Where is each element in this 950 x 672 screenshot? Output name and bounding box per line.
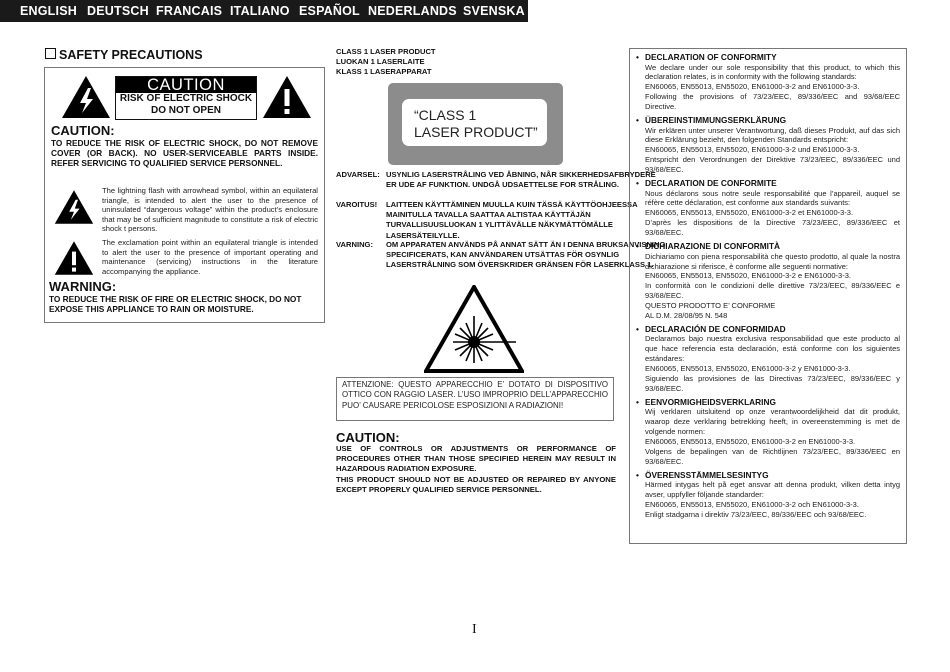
caution-label-box (115, 76, 257, 120)
declaration-german: • ÜBEREINSTIMMUNGSERKLÄRUNG Wir erklären unter unserer Verantwortung, daß dieses Produkt, auf das sich diese Erklärung bezieht, den folgenden Standards entspricht: EN60065, EN55013, EN55020, EN61000-3-2 und EN61000-3-3. Entspricht den Verordnungen der Direktive 73/23/EEC, 89/336/EEC und 93/68/EEC. (636, 115, 900, 175)
declaration-english: • DECLARATION OF CONFORMITY We declare under our sole responsibility that this product, to which this declaration relates, is in conformity with the following standards: EN60065, EN55013, EN55020, EN61000-3-2 and EN61000-3-3. Following the provisions of 73/23/EEC, 89/336/EEC and 93/68/EEC Directive. (636, 52, 900, 112)
laser-warning-varning: VARNING: OM APPARATEN ANVÄNDS PÅ ANNAT SÄTT ÄN I DENNA BRUKSANVISNING SPECIFICERATS, KAN ANVÄNDAREN UTSÄTTAS FÖR OSYNLIG LASERSTRÅLNING SOM ÖVERSKRIDER GRÄNSEN FÖR LASERKLASS 1. (336, 240, 666, 270)
lightning-symbol-description: The lightning flash with arrowhead symbol, within an equilateral triangle, is intended to alert the user to the presence of uninsulated “dangerous voltage” within the product’s enclosure that may be of sufficient magnitude to constitute a risk of electric shock t persons. (102, 186, 318, 234)
lang-deutsch: DEUTSCH (87, 4, 149, 18)
class-1-laser-product-label (388, 83, 563, 165)
declaration-french: • DECLARATION DE CONFORMITE Nous déclarons sous notre seule responsabilité que l’appareil, auquel se réfère cette déclaration, est conforme aux standards suivants: EN60065, EN55013, EN55020, EN61000-3-2 et EN61000-3-3. D’après les dispositions de la Directive 73/23/EEC, 89/336/EEC et 93/68/EEC. (636, 178, 900, 238)
lightning-warning-icon (54, 189, 94, 225)
declaration-italian: • DICHIARAZIONE DI CONFORMITÀ Dichiariamo con piena responsabilità che questo prodotto, al quale la nostra dichiarazione si riferisce, è conforme alle seguenti normative: EN60065, EN55013, EN55020, EN61000-3-2 e EN61000-3-3. In conformità con le condizioni delle direttive 73/23/EEC, 89/336/EEC e 93/68/EEC. QUESTO PRODOTTO E’ CONFORME AL D.M. 28/08/95 N. 548 (636, 241, 900, 321)
warning-heading: WARNING: (49, 279, 117, 294)
caution-text: TO REDUCE THE RISK OF ELECTRIC SHOCK, DO NOT REMOVE COVER (OR BACK). NO USER-SERVICEABLE PARTS INSIDE. REFER SERVICING TO QUALIFIED SERVICE PERSONNEL. (51, 138, 318, 169)
page-number: I (472, 622, 477, 637)
exclamation-symbol-description: The exclamation point within an equilateral triangle is intended to alert the user to the presence of important operating and maintenance (servicing) instructions in the literature accompanying the appliance. (102, 238, 318, 276)
caution-sub-2: DO NOT OPEN (150, 105, 221, 116)
laser-radiation-warning-icon (424, 285, 524, 373)
lang-english: ENGLISH (20, 4, 77, 18)
caution-sub-1: RISK OF ELECTRIC SHOCK (119, 93, 253, 104)
warning-text: TO REDUCE THE RISK OF FIRE OR ELECTRIC SHOCK, DO NOT EXPOSE THIS APPLIANCE TO RAIN OR MOISTURE. (49, 294, 302, 315)
lang-nederlands: NEDERLANDS (368, 4, 457, 18)
lang-espanol: ESPAÑOL (299, 4, 360, 18)
laser-caution-text: USE OF CONTROLS OR ADJUSTMENTS OR PERFORMANCE OF PROCEDURES OTHER THAN THOSE SPECIFIED HEREIN MAY RESULT IN HAZARDOUS RADIATION EXPOSURE. THIS PRODUCT SHOULD NOT BE ADJUSTED OR REPAIRED BY ANYONE EXCEPT PROPERLY QUALIFIED SERVICE PERSONNEL. (336, 444, 616, 494)
lang-italiano: ITALIANO (230, 4, 290, 18)
laser-class-heading: CLASS 1 LASER PRODUCT LUOKAN 1 LASERLAITE KLASS 1 LASERAPPARAT (336, 47, 436, 76)
attenzione-notice: ATTENZIONE: QUESTO APPARECCHIO E’ DOTATO DI DISPOSITIVO OTTICO CON RAGGIO LASER. L’USO IMPROPRIO DELL’APPARECCHIO PUO’ CAUSARE PERICOLOSE ESPOSIZIONI A RADIAZIONI! (336, 377, 614, 421)
lang-svenska: SVENSKA (463, 4, 525, 18)
laser-warning-advarsel: ADVARSEL: USYNLIG LASERSTRÅLING VED ÅBNING, NÅR SIKKERHEDSAFBRYDERE ER UDE AF FUNKTION. UNDGÅ UDSAETTELSE FOR STRÅLING. (336, 170, 656, 190)
laser-label-line-1: “CLASS 1 (414, 107, 477, 123)
declaration-dutch: • EENVORMIGHEIDSVERKLARING Wij verklaren uitsluitend op onze verantwoordelijkheid dat dit produkt, waarop deze verklaring betrekking heeft, in overeenstemming is met de volgende normen: EN60065, EN55013, EN55020, EN61000-3-2 en EN61000-3-3. Volgens de bepalingen van de Richtlijnen 73/23/EEC, 89/336/EEC en 93/68/EEC. (636, 397, 900, 467)
laser-label-line-2: LASER PRODUCT” (414, 124, 538, 140)
caution-heading: CAUTION: (51, 123, 115, 138)
checkbox-square-icon (45, 48, 56, 59)
exclamation-warning-icon (262, 75, 312, 119)
declaration-spanish: • DECLARACIÓN DE CONFORMIDAD Declaramos bajo nuestra exclusiva responsabilidad que este producto al que hace referencia esta declaración, está conforme con los siguientes estándares: EN60065, EN55013, EN55020, EN61000-3-2 y EN61000-3-3. Siguiendo las provisiones de las Directivas 73/23/EEC, 89/336/EEC y 93/68/EEC. (636, 324, 900, 394)
laser-warning-varoitus: VAROITUS! LAITTEEN KÄYTTÄMINEN MUULLA KUIN TÄSSÄ KÄYTTÖOHJEESSA MAINITULLA TAVALLA SAATTAA ALTISTAA KÄYTTÄJÄN TURVALLISUUSLUOKAN 1 YLITTÄVÄLLE NÄKYMÄTTÖMÄLLE LASERSÄTEILYLLE. (336, 200, 638, 240)
declarations-panel (629, 48, 907, 544)
exclamation-warning-icon (54, 240, 94, 276)
declaration-swedish: • ÖVERENSSTÄMMELSESINTYG Härmed intygas helt på eget ansvar att denna produkt, vilken detta intyg avser, uppfyller följande standarder: EN60065, EN55013, EN55020, EN61000-3-2 och EN61000-3-3. Enligt stadgarna i direktiv 73/23/EEC, 89/336/EEC och 93/68/EEC. (636, 470, 900, 520)
lightning-warning-icon (61, 75, 111, 119)
language-bar (0, 0, 528, 22)
safety-panel (44, 67, 325, 323)
caution-label: CAUTION (116, 77, 256, 93)
laser-caution-heading: CAUTION: (336, 430, 400, 445)
lang-francais: FRANCAIS (156, 4, 223, 18)
section-title: SAFETY PRECAUTIONS (45, 48, 203, 62)
